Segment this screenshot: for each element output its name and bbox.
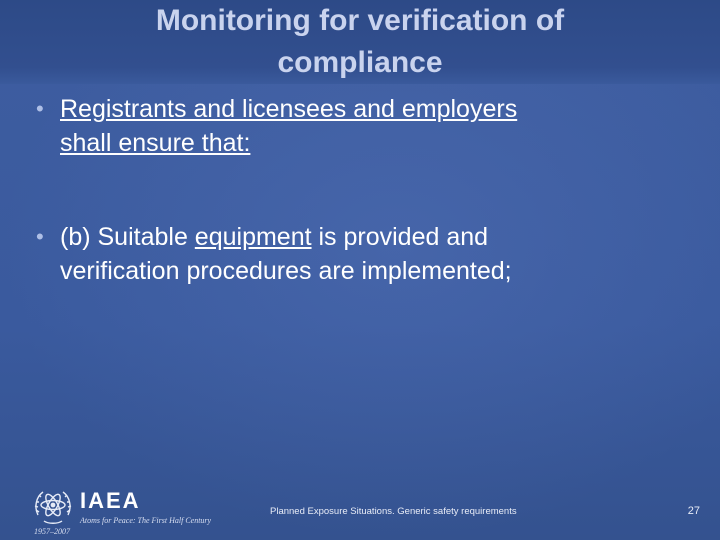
iaea-logo (28, 483, 218, 538)
bullet-1-line-2: shall ensure that: (60, 129, 251, 157)
bullet-2-underlined-word: equipment (194, 223, 312, 251)
bullet-1-line-1: Registrants and licensees and employers (60, 95, 518, 123)
bullet-dot-icon: • (36, 96, 44, 121)
page-number: 27 (687, 505, 700, 517)
bullet-item-1 (36, 92, 676, 160)
iaea-years: 1957–2007 (34, 527, 70, 536)
iaea-wordmark: IAEA (80, 488, 141, 513)
slide-title (60, 0, 660, 84)
slide-title-line-2: compliance (277, 46, 443, 79)
bullet-2-line-2: verification procedures are implemented; (60, 257, 512, 285)
bullet-2-line-1 (60, 220, 676, 254)
footer-caption: Planned Exposure Situations. Generic safety requirements (270, 506, 517, 517)
bullet-item-2 (36, 220, 676, 288)
bullet-dot-icon: • (36, 224, 44, 249)
un-emblem-icon (30, 485, 76, 531)
iaea-tagline: Atoms for Peace: The First Half Century (80, 516, 212, 525)
bullet-2-suffix: is provided and (311, 223, 489, 251)
slide-title-line-1: Monitoring for verification of (155, 4, 565, 37)
bullet-2-prefix: (b) Suitable (60, 223, 195, 251)
